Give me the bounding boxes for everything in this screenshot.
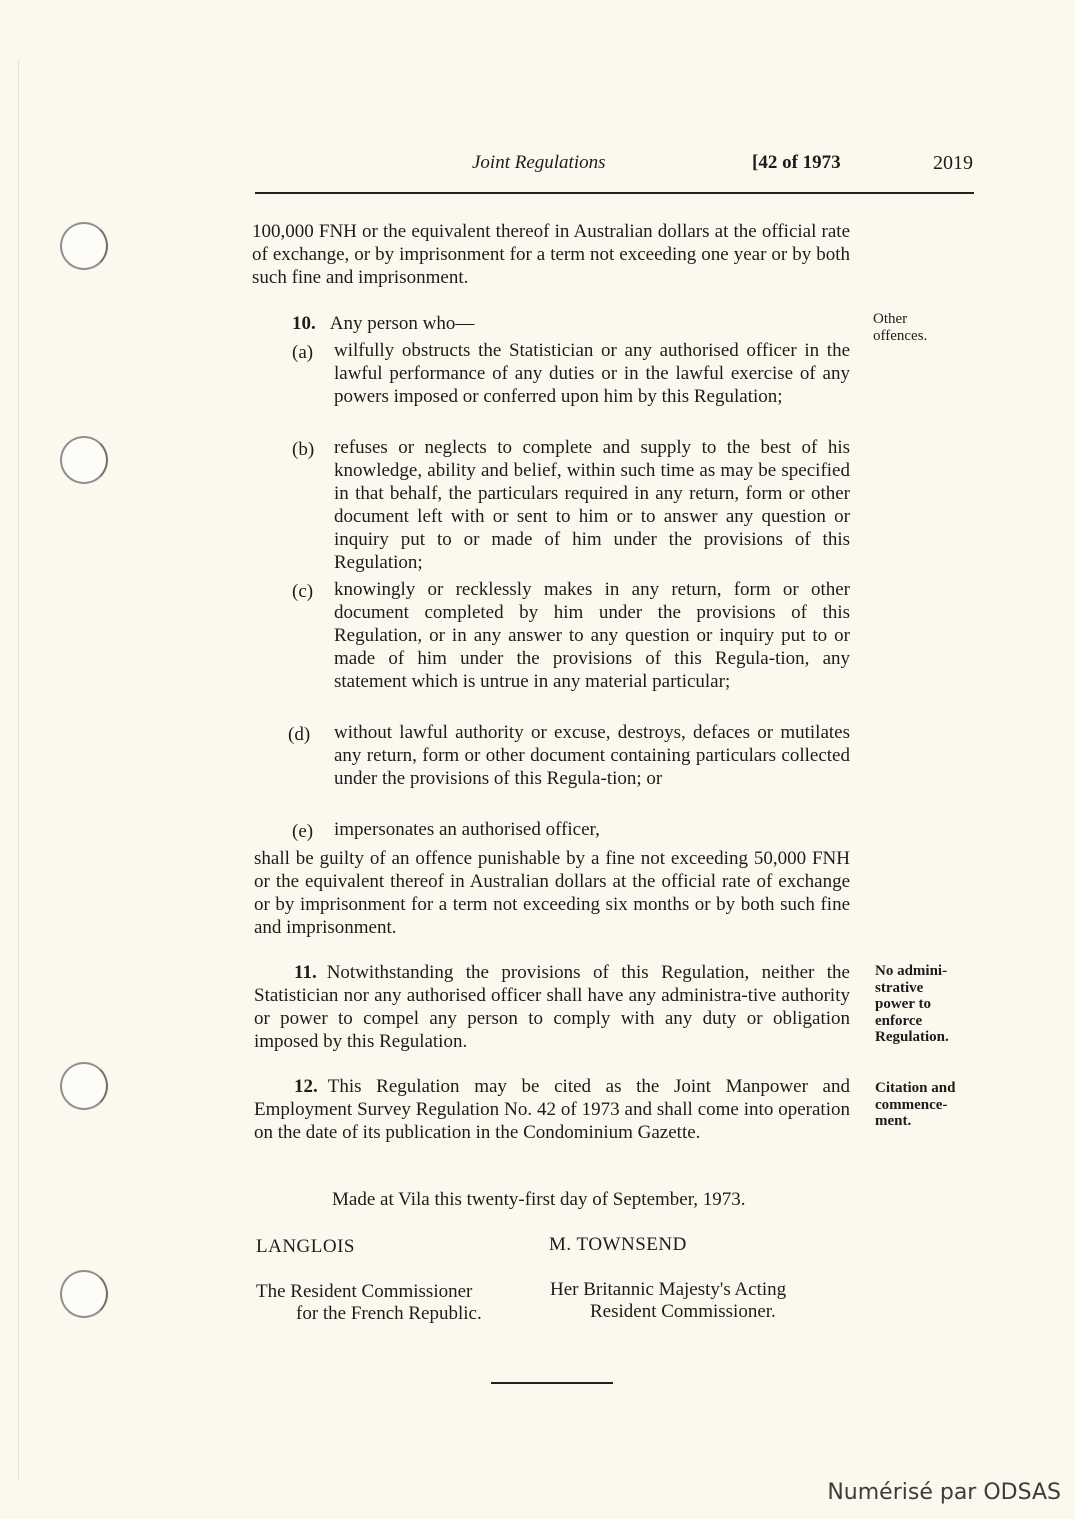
section-10-number: 10.: [292, 313, 316, 334]
item-d-text: without lawful authority or excuse, destroys, defaces or mutilates any return, form or other document containing particulars collected under the provisions of this Regula-tion; or: [334, 722, 850, 789]
continuation-paragraph: 100,000 FNH or the equivalent thereof in Australian dollars at the official rate of exchange, or by imprisonment for a term not exceeding one year or by both such fine and imprisonment.: [252, 221, 850, 288]
section-11-text: Notwithstanding the provisions of this Regulation, neither the Statistician nor any authorised officer shall have any administra-tive authority or power to compel any person to comply with any duty or obligation imposed by this Regulation.: [254, 962, 850, 1052]
item-d-letter: (d): [288, 724, 311, 745]
section-10-lead: [292, 312, 474, 335]
signature-right-title-1: Her Britannic Majesty's Acting: [550, 1279, 787, 1300]
page-edge-shadow: [18, 60, 19, 1480]
item-b-text: refuses or neglects to complete and supply to the best of his knowledge, ability and belief, within such time as may be specified in that behalf, the particulars required in any return, form or other document left with or sent to him or to answer any question or inquiry put to or made of him under the provisions of this Regulation;: [334, 437, 850, 573]
section-12-number: 12.: [294, 1076, 318, 1097]
item-c-letter: (c): [292, 581, 314, 602]
signature-right-title-2: Resident Commissioner.: [590, 1301, 776, 1322]
section-10-penalty: shall be guilty of an offence punishable by a fine not exceeding 50,000 FNH or the equivalent thereof in Australian dollars at the official rate of exchange or by imprisonment for a term not exceeding six months or by both such fine and imprisonment.: [254, 848, 850, 938]
made-at-line: Made at Vila this twenty-first day of September, 1973.: [332, 1189, 746, 1210]
section-11-paragraph: [254, 961, 850, 1053]
section-12-text: This Regulation may be cited as the Joint Manpower and Employment Survey Regulation No. 42 of 1973 and shall come into operation on the date of its publication in the Condominium Gazette.: [254, 1076, 850, 1143]
punch-hole-2: [60, 436, 108, 484]
item-e-text: impersonates an authorised officer,: [334, 819, 600, 840]
section-12-paragraph: [254, 1075, 850, 1144]
running-header-reference: [42 of 1973: [752, 152, 841, 173]
digitization-watermark: Numérisé par ODSAS: [827, 1480, 1061, 1505]
item-b-letter: (b): [292, 439, 315, 460]
punch-hole-3: [60, 1062, 108, 1110]
closing-rule: [491, 1382, 613, 1384]
signature-right-name: M. TOWNSEND: [549, 1234, 687, 1255]
margin-note-citation: Citation and commence-ment.: [875, 1080, 956, 1129]
section-11-number: 11.: [294, 962, 317, 983]
punch-hole-4: [60, 1270, 108, 1318]
page-number: 2019: [933, 152, 973, 174]
running-header-title: Joint Regulations: [472, 152, 606, 173]
margin-note-other-offences: Other offences.: [873, 311, 928, 344]
header-rule: [255, 192, 974, 194]
signature-left-title-2: for the French Republic.: [296, 1303, 482, 1324]
item-a-letter: (a): [292, 342, 314, 363]
signature-left-title-1: The Resident Commissioner: [256, 1281, 473, 1302]
section-10-lead-text: Any person who—: [329, 313, 475, 334]
item-e-letter: (e): [292, 821, 314, 842]
item-a-text: wilfully obstructs the Statistician or any authorised officer in the lawful performance of any duties or in the lawful exercise of any powers imposed or conferred upon him by this Regulation;: [334, 340, 850, 407]
punch-hole-1: [60, 222, 108, 270]
margin-note-no-administrative-power: No admini-strative power to enforce Regulation.: [875, 963, 949, 1045]
signature-left-name: LANGLOIS: [256, 1236, 355, 1257]
item-c-text: knowingly or recklessly makes in any return, form or other document completed by him under the provisions of this Regulation, or in any answer to any question or inquiry put to or made of him under the provisions of this Regula-tion, any statement which is untrue in any material particular;: [334, 579, 850, 692]
